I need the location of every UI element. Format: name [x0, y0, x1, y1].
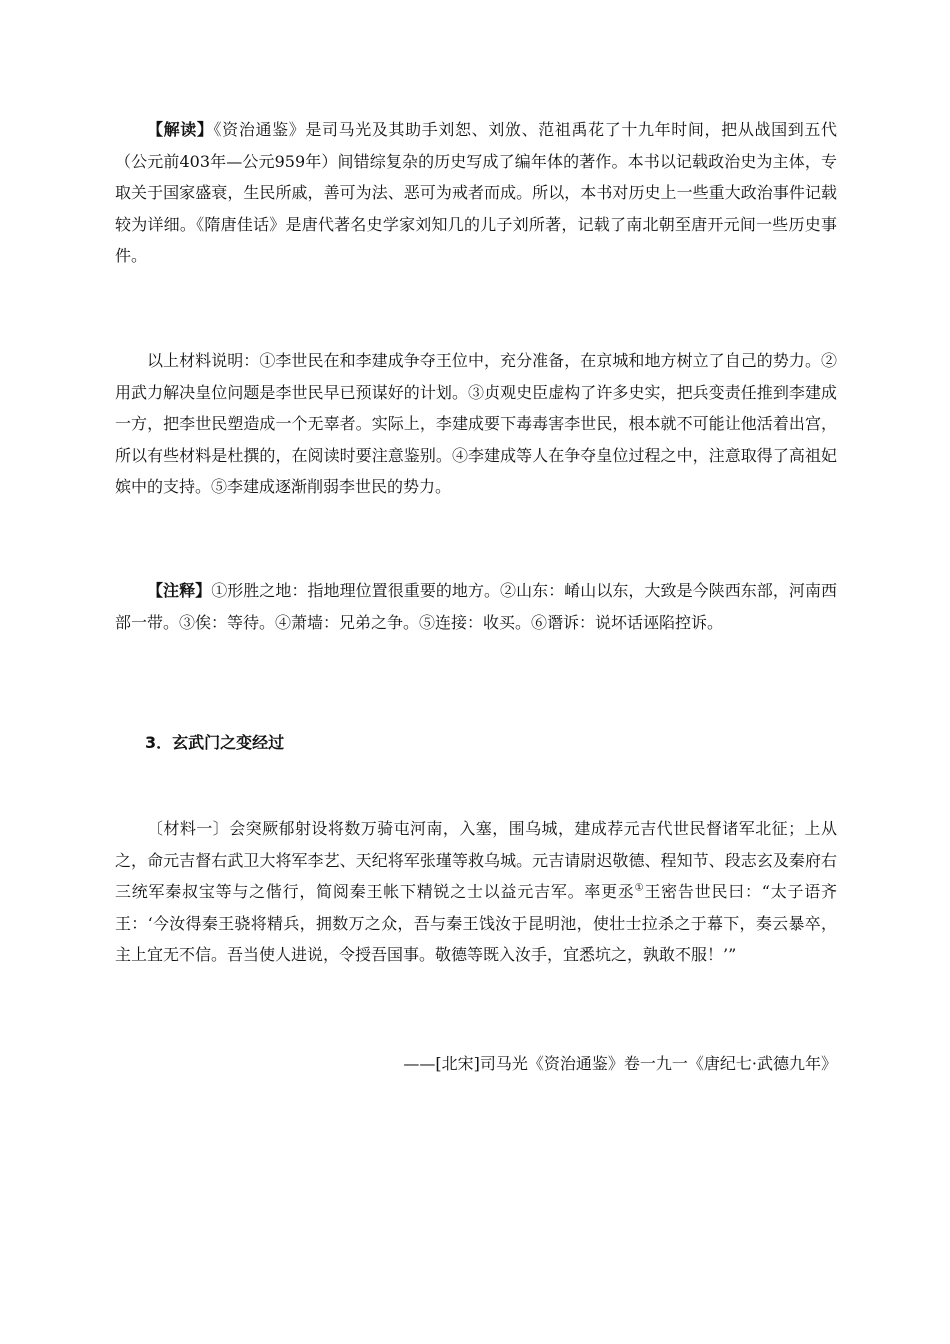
- interpretation-label: 【解读】: [147, 120, 214, 139]
- material-one-text-after: 王密告世民曰：“太子语齐王：‘今汝得秦王骁将精兵，拥数万之众，吾与秦王饯汝于昆明池，使壮士拉杀之于幕下，奏云暴卒，主上宜无不信。吾当使人进说，令授吾国事。敬德等既入汝手，宜悉坑之，孰敢不服！’”: [115, 882, 837, 964]
- conclusion-paragraph: [115, 345, 837, 503]
- notes-label: 【注释】: [147, 581, 212, 600]
- notes-paragraph: [115, 575, 837, 638]
- material-one-source: ——[北宋]司马光《资治通鉴》卷一九一《唐纪七·武德九年》: [403, 1054, 837, 1073]
- material-one-paragraph: [115, 813, 837, 971]
- conclusion-text: 以上材料说明：①李世民在和李建成争夺王位中，充分准备，在京城和地方树立了自己的势力。②用武力解决皇位问题是李世民早已预谋好的计划。③贞观史臣虚构了许多史实，把兵变责任推到李建成一方，把李世民塑造成一个无辜者。实际上，李建成要下毒毒害李世民，根本就不可能让他活着出宫，所以有些材料是杜撰的，在阅读时要注意鉴别。④李建成等人在争夺皇位过程之中，注意取得了高祖妃嫔中的支持。⑤李建成逐渐削弱李世民的势力。: [115, 351, 837, 496]
- interpretation-paragraph: [115, 114, 837, 272]
- footnote-marker: ①: [634, 882, 645, 894]
- interpretation-text: 《资治通鉴》是司马光及其助手刘恕、刘攽、范祖禹花了十九年时间，把从战国到五代（公元前403年—公元959年）间错综复杂的历史写成了编年体的著作。本书以记载政治史为主体，专取关于国家盛衰，生民所戚，善可为法、恶可为戒者而成。所以，本书对历史上一些重大政治事件记载较为详细。《隋唐佳话》是唐代著名史学家刘知几的儿子刘所著，记载了南北朝至唐开元间一些历史事件。: [115, 120, 837, 265]
- material-one-text-before: 会突厥郁射设将数万骑屯河南，入塞，围乌城，建成荐元吉代世民督诸军北征；上从之，命元吉督右武卫大将军李艺、天纪将军张瑾等救乌城。元吉请尉迟敬德、程知节、段志玄及秦府右三统军秦叔宝等与之偕行，简阅秦王帐下精锐之士以益元吉军。率更丞: [115, 819, 837, 901]
- material-one-label: 〔材料一〕: [147, 819, 230, 838]
- section-heading: 3．玄武门之变经过: [145, 733, 285, 752]
- notes-text: ①形胜之地：指地理位置很重要的地方。②山东：崤山以东，大致是今陕西东部，河南西部一带。③俟：等待。④萧墙：兄弟之争。⑤连接：收买。⑥谮诉：说坏话诬陷控诉。: [115, 581, 837, 632]
